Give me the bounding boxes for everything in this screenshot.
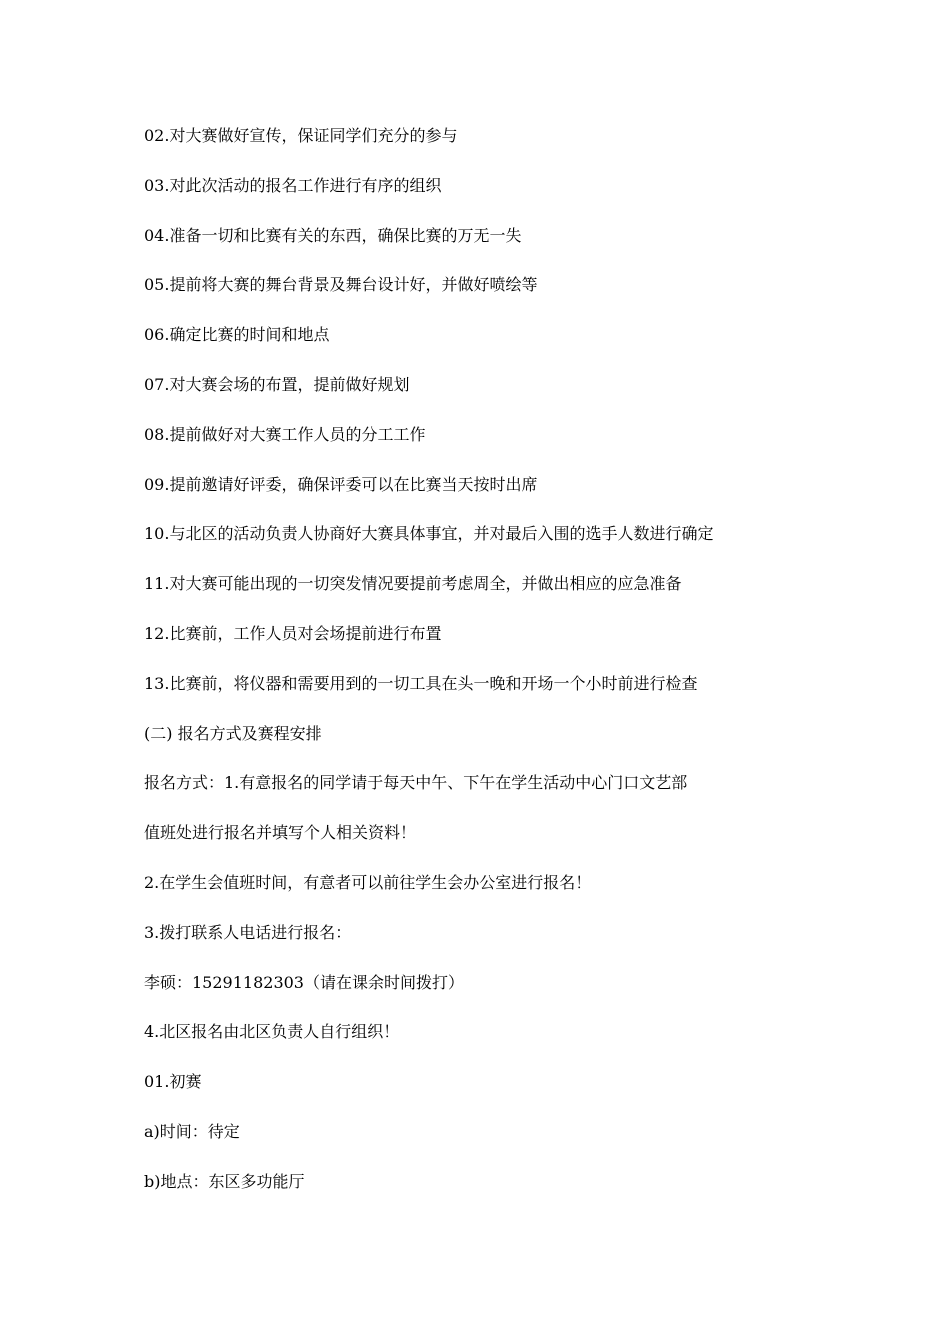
text-line: 07.对大赛会场的布置，提前做好规划	[144, 374, 410, 394]
text-line: 02.对大赛做好宣传，保证同学们充分的参与	[144, 126, 458, 145]
contact-line: 李硕：15291182303（请在课余时间拨打）	[144, 972, 464, 992]
text-line: 12.比赛前，工作人员对会场提前进行布置	[144, 623, 442, 643]
text-line: 05.提前将大赛的舞台背景及舞台设计好，并做好喷绘等	[144, 275, 538, 295]
text-line: 06.确定比赛的时间和地点	[144, 325, 330, 345]
text-line: b)地点：东区多功能厅	[144, 1171, 305, 1191]
text-line: 08.提前做好对大赛工作人员的分工工作	[144, 424, 426, 444]
document-body	[144, 124, 844, 1220]
text-line: 10.与北区的活动负责人协商好大赛具体事宜，并对最后入围的选手人数进行确定	[144, 524, 714, 544]
text-line: 3.拨打联系人电话进行报名：	[144, 922, 352, 942]
text-line: 03.对此次活动的报名工作进行有序的组织	[144, 175, 442, 195]
text-line: 2.在学生会值班时间，有意者可以前往学生会办公室进行报名！	[144, 872, 592, 892]
text-line: 值班处进行报名并填写个人相关资料！	[144, 823, 417, 843]
text-line: 01.初赛	[144, 1072, 202, 1092]
text-line: 4.北区报名由北区负责人自行组织！	[144, 1022, 400, 1042]
text-line: 09.提前邀请好评委，确保评委可以在比赛当天按时出席	[144, 474, 538, 494]
text-line: 13.比赛前，将仪器和需要用到的一切工具在头一晚和开场一个小时前进行检查	[144, 673, 698, 693]
text-line: 报名方式：1.有意报名的同学请于每天中午、下午在学生活动中心门口文艺部	[144, 773, 688, 793]
text-line: a)时间：待定	[144, 1121, 240, 1141]
text-line: 04.准备一切和比赛有关的东西，确保比赛的万无一失	[144, 225, 522, 245]
section-heading: (二) 报名方式及赛程安排	[144, 723, 322, 743]
text-line: 11.对大赛可能出现的一切突发情况要提前考虑周全，并做出相应的应急准备	[144, 574, 682, 594]
